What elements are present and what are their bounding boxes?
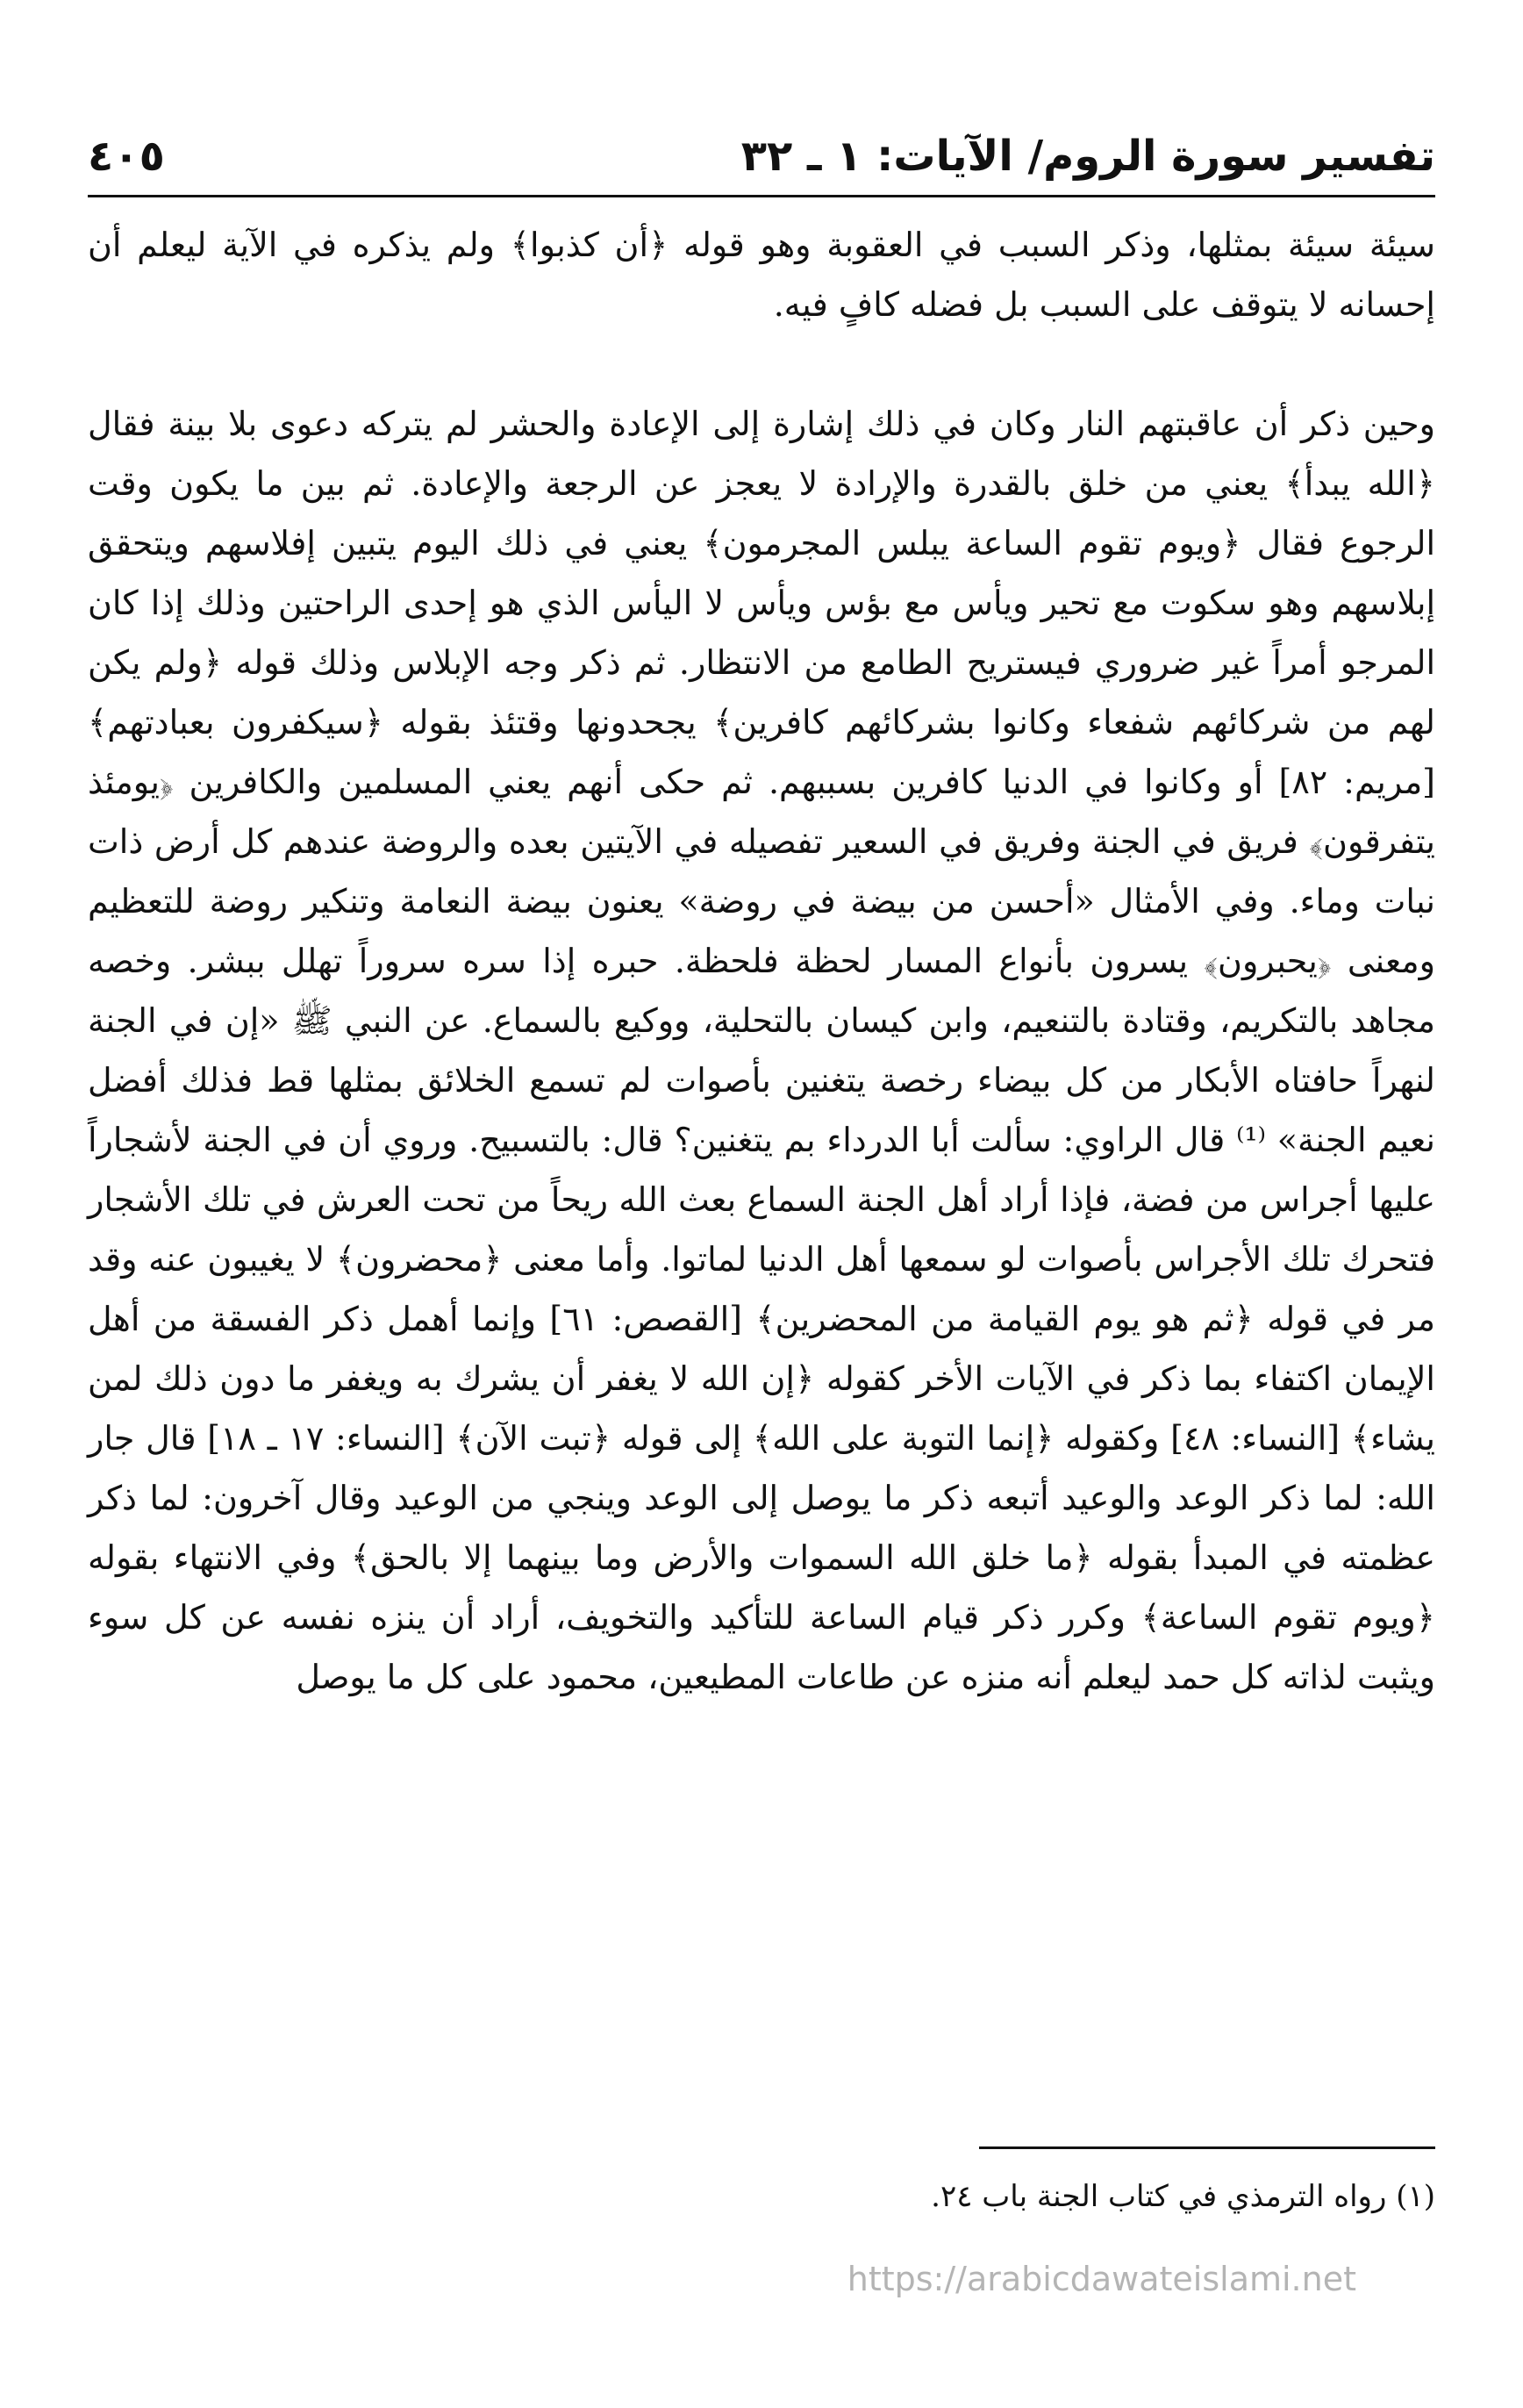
- page-number: ٤٠٥: [88, 132, 165, 181]
- page-header: [88, 114, 1435, 193]
- watermark-url: https://arabicdawateislami.net: [847, 2260, 1356, 2298]
- main-text: [88, 215, 1435, 1707]
- footnote-divider: [979, 2146, 1435, 2149]
- paragraph-1: سيئة سيئة بمثلها، وذكر السبب في العقوبة وهو قوله ﴿أن كذبوا﴾ ولم يذكره في الآية ليعلم أن إحسانه لا يتوقف على السبب بل فضله كافٍ فيه.: [88, 226, 1435, 324]
- footnote: (١) رواه الترمذي في كتاب الجنة باب ٢٤.: [931, 2179, 1435, 2214]
- header-divider: [88, 195, 1435, 197]
- running-title: تفسير سورة الروم/ الآيات: ١ ـ ٣٢: [740, 132, 1435, 181]
- paragraph-2: وحين ذكر أن عاقبتهم النار وكان في ذلك إشارة إلى الإعادة والحشر لم يتركه دعوى بلا بينة فقال ﴿الله يبدأ﴾ يعني من خلق بالقدرة والإرادة لا يعجز عن الرجعة والإعادة. ثم بين ما يكون وقت الرجوع فقال ﴿ويوم تقوم الساعة يبلس المجرمون﴾ يعني في ذلك اليوم يتبين إفلاسهم ويتحقق إبلاسهم وهو سكوت مع تحير ويأس مع بؤس ويأس لا اليأس الذي هو إحدى الراحتين وذلك إذا كان المرجو أمراً غير ضروري فيستريح الطامع من الانتظار. ثم ذكر وجه الإبلاس وذلك قوله ﴿ولم يكن لهم من شركائهم شفعاء وكانوا بشركائهم كافرين﴾ يجحدونها وقتئذ بقوله ﴿سيكفرون بعبادتهم﴾ [مريم: ٨٢] أو وكانوا في الدنيا كافرين بسببهم. ثم حكى أنهم يعني المسلمين والكافرين ﴿يومئذ يتفرقون﴾ فريق في الجنة وفريق في السعير تفصيله في الآيتين بعده والروضة عندهم كل أرض ذات نبات وماء. وفي الأمثال «أحسن من بيضة في روضة» يعنون بيضة النعامة وتنكير روضة للتعظيم ومعنى ﴿يحبرون﴾ يسرون بأنواع المسار لحظة فلحظة. حبره إذا سره سروراً تهلل ببشر. وخصه مجاهد بالتكريم، وقتادة بالتنعيم، وابن كيسان بالتحلية، ووكيع بالسماع. عن النبي ﷺ «إن في الجنة لنهراً حافتاه الأبكار من كل بيضاء رخصة يتغنين بأصوات لم تسمع الخلائق بمثلها قط فذلك أفضل نعيم الجنة» ⁽¹⁾ قال الراوي: سألت أبا الدرداء بم يتغنين؟ قال: بالتسبيح. وروي أن في الجنة لأشجاراً عليها أجراس من فضة، فإذا أراد أهل الجنة السماع بعث الله ريحاً من تحت العرش في تلك الأشجار فتحرك تلك الأجراس بأصوات لو سمعها أهل الدنيا لماتوا. وأما معنى ﴿محضرون﴾ لا يغيبون عنه وقد مر في قوله ﴿ثم هو يوم القيامة من المحضرين﴾ [القصص: ٦١] وإنما أهمل ذكر الفسقة من أهل الإيمان اكتفاء بما ذكر في الآيات الأخر كقوله ﴿إن الله لا يغفر أن يشرك به ويغفر ما دون ذلك لمن يشاء﴾ [النساء: ٤٨] وكقوله ﴿إنما التوبة على الله﴾ إلى قوله ﴿تبت الآن﴾ [النساء: ١٧ ـ ١٨] قال جار الله: لما ذكر الوعد والوعيد أتبعه ذكر ما يوصل إلى الوعد وينجي من الوعيد وقال آخرون: لما ذكر عظمته في المبدأ بقوله ﴿ما خلق الله السموات والأرض وما بينهما إلا بالحق﴾ وفي الانتهاء بقوله ﴿ويوم تقوم الساعة﴾ وكرر ذكر قيام الساعة للتأكيد والتخويف، أراد أن ينزه نفسه عن كل سوء ويثبت لذاته كل حمد ليعلم أنه منزه عن طاعات المطيعين، محمود على كل ما يوصل: [88, 405, 1435, 1696]
